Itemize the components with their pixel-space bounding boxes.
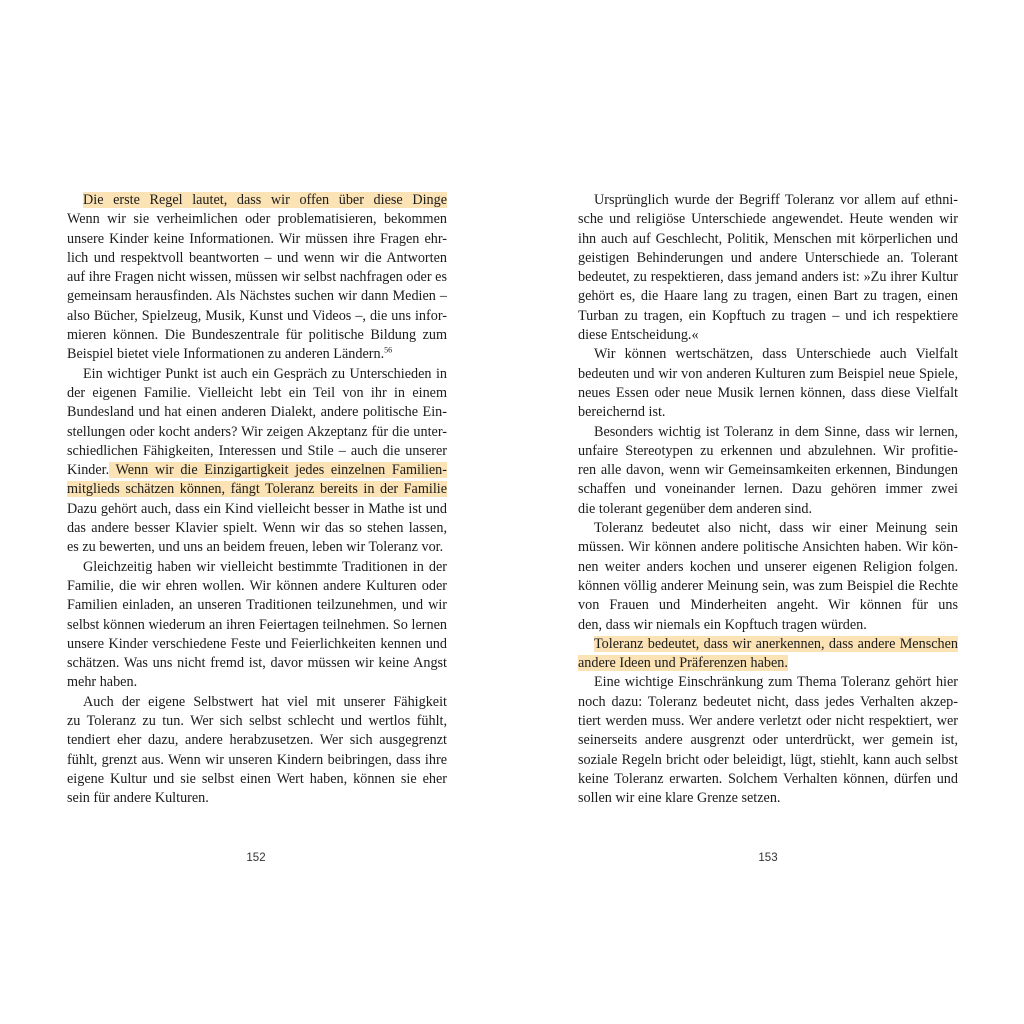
right-page-body: [578, 191, 958, 809]
text-fragment: unsere Kinder verschiedene Feste und Feierlichkeiten kennen und: [67, 635, 447, 652]
text-fragment: Ursprünglich wurde der Begriff Toleranz vor allem auf ethni-: [594, 192, 958, 208]
text-fragment: mehr haben.: [67, 674, 138, 691]
text-line: [67, 654, 447, 673]
text-fragment: Turban zu tragen, ein Kopftuch zu tragen – und ich respektiere: [578, 307, 958, 324]
text-fragment: gemeinsam herausfinden. Als Nächstes suchen wir dann Medien –: [67, 288, 447, 305]
text-fragment: Familien einladen, an unseren Traditionen teilzunehmen, und wir: [67, 597, 447, 614]
text-line: [578, 384, 958, 403]
text-line: [67, 731, 447, 750]
text-fragment: von Frauen und Minderheiten angeht. Wir können für uns: [578, 597, 958, 614]
text-line: [67, 751, 447, 770]
text-line: [578, 191, 958, 210]
text-line: [578, 461, 958, 480]
text-fragment: auf ihre Fragen nicht wissen, müssen wir selbst nachfragen oder es: [67, 269, 447, 286]
text-fragment: also Bücher, Spielzeug, Musik, Kunst und Videos –, die uns infor-: [67, 307, 447, 324]
text-fragment: Wenn wir sie verheimlichen oder problematisieren, bekommen: [67, 211, 447, 228]
footnote-marker: 56: [384, 345, 393, 355]
text-fragment: seinerseits andere ausgrenzt oder unterdrückt, wer gemein ist,: [578, 732, 958, 749]
text-line: [578, 693, 958, 712]
text-fragment: bedeuten und wir von anderen Kulturen zum Beispiel neue Spiele,: [578, 365, 958, 382]
text-line: [67, 789, 447, 808]
right-page-number: 153: [758, 852, 778, 864]
text-line: [578, 345, 958, 364]
text-fragment: stellungen oder kocht anders? Wir zeigen Akzeptanz für die unter-: [67, 423, 447, 440]
text-line: [578, 616, 958, 635]
text-fragment: schiedlichen Fähigkeiten, Interessen und Stile – auch die unserer: [67, 442, 447, 459]
text-line: [578, 654, 958, 673]
text-fragment: noch dazu: Toleranz bedeutet nicht, dass jedes Verhalten akzep-: [578, 693, 958, 710]
text-line: [578, 249, 958, 268]
text-fragment: Ein wichtiger Punkt ist auch ein Gespräch zu Unterschieden in: [83, 365, 447, 382]
text-line: [67, 461, 447, 480]
highlighted-text: Die erste Regel lautet, dass wir offen über diese Dinge: [83, 192, 447, 210]
highlighted-text: Toleranz bedeutet, dass wir anerkennen, dass andere Menschen: [594, 635, 958, 652]
text-line: [67, 770, 447, 789]
text-line: [67, 480, 447, 499]
text-line: [67, 230, 447, 249]
text-fragment: sollen wir eine klare Grenze setzen.: [578, 790, 781, 807]
text-line: [67, 210, 447, 229]
text-line: [578, 268, 958, 287]
text-line: [578, 423, 958, 442]
text-line: [578, 577, 958, 596]
text-fragment: diese Entscheidung.«: [578, 327, 699, 344]
text-line: [578, 442, 958, 461]
text-fragment: ren alle davon, wenn wir Gemeinsamkeiten erkennen, Bindungen: [578, 462, 958, 479]
highlighted-text: mitglieds schätzen können, fängt Toleranz bereits in der Familie: [67, 481, 447, 499]
text-fragment: Gleichzeitig haben wir vielleicht bestimmte Traditionen in der: [83, 558, 447, 575]
text-fragment: können völlig anderer Meinung sein, was zum Beispiel die Rechte: [578, 577, 958, 594]
text-line: [578, 519, 958, 538]
text-line: [67, 538, 447, 557]
text-line: [67, 519, 447, 538]
text-fragment: die tolerant gegenüber dem anderen sind.: [578, 500, 813, 517]
text-fragment: ihn auch auf Geschlecht, Politik, Menschen mit körperlichen und: [578, 230, 958, 247]
text-fragment: es zu bewerten, und uns an beidem freuen, leben wir Toleranz vor.: [67, 539, 444, 556]
text-fragment: Toleranz bedeutet also nicht, dass wir einer Meinung sein: [594, 520, 958, 537]
text-fragment: das andere besser Klavier spielt. Wenn wir das so stehen lassen,: [67, 520, 447, 537]
text-line: [578, 500, 958, 519]
text-line: [578, 365, 958, 384]
text-fragment: Kinder.: [67, 462, 110, 479]
text-fragment: tiert werden muss. Wer andere verletzt oder nicht respektiert, wer: [578, 713, 958, 730]
text-line: [67, 384, 447, 403]
text-fragment: keine Toleranz erwarten. Solchem Verhalten können, dürfen und: [578, 770, 958, 787]
text-fragment: den, dass wir niemals ein Kopftuch tragen würden.: [578, 616, 867, 633]
text-line: [578, 287, 958, 306]
text-line: [578, 751, 958, 770]
text-line: [578, 558, 958, 577]
text-fragment: Wir können wertschätzen, dass Unterschiede auch Vielfalt: [594, 346, 958, 363]
text-fragment: Familie, die wir ehren wollen. Wir können andere Kulturen oder: [67, 577, 447, 594]
text-fragment: Auch der eigene Selbstwert hat viel mit unserer Fähigkeit: [83, 693, 447, 710]
text-line: [67, 268, 447, 287]
text-fragment: geistigen Behinderungen und andere Unterschiede an. Tolerant: [578, 249, 958, 266]
text-fragment: mieren können. Die Bundeszentrale für politische Bildung zum: [67, 327, 447, 344]
text-fragment: unfaire Stereotypen zu erkennen und abzulehnen. Wir profitie-: [578, 442, 958, 459]
text-line: [67, 693, 447, 712]
text-line: [578, 789, 958, 808]
text-line: [67, 500, 447, 519]
text-fragment: gehört es, die Haare lang zu tragen, einen Bart zu tragen, einen: [578, 288, 958, 305]
highlighted-text: andere Ideen und Präferenzen haben.: [578, 655, 788, 672]
text-line: [578, 731, 958, 750]
text-fragment: schaffen und voneinander lernen. Dazu gehören immer zwei: [578, 481, 958, 498]
text-fragment: der eigenen Familie. Vielleicht lebt ein Teil von ihr in einem: [67, 384, 447, 401]
text-line: [67, 558, 447, 577]
text-line: [67, 423, 447, 442]
text-line: [67, 287, 447, 306]
text-line: [67, 365, 447, 384]
text-line: [67, 577, 447, 596]
text-line: [67, 191, 447, 210]
text-fragment: tendiert eher dazu, andere herabzusetzen. Wer sich ausgegrenzt: [67, 732, 447, 749]
text-line: [67, 345, 447, 364]
text-line: [67, 307, 447, 326]
text-line: [578, 538, 958, 557]
text-fragment: lich und respektvoll beantworten – und wenn wir die Antworten: [67, 249, 447, 266]
text-line: [578, 673, 958, 692]
text-line: [67, 712, 447, 731]
left-page-number: 152: [246, 852, 266, 864]
text-fragment: soziale Regeln bricht oder beleidigt, lügt, stiehlt, kann auch selbst: [578, 751, 958, 768]
text-line: [578, 712, 958, 731]
text-fragment: müssen. Wir können andere politische Ansichten haben. Wir kön-: [578, 539, 958, 556]
text-fragment: sein für andere Kulturen.: [67, 790, 209, 807]
text-fragment: Eine wichtige Einschränkung zum Thema Toleranz gehört hier: [594, 674, 958, 691]
text-fragment: eigene Kultur und sie selbst einen Wert haben, können sie eher: [67, 770, 447, 787]
text-fragment: Besonders wichtig ist Toleranz in dem Sinne, dass wir lernen,: [594, 423, 958, 440]
highlighted-text: Wenn wir die Einzigartigkeit jedes einzelnen Familien-: [109, 462, 447, 479]
text-fragment: bedeutet, zu respektieren, dass jemand anders ist: »Zu ihrer Kultur: [578, 269, 958, 286]
text-line: [67, 249, 447, 268]
text-fragment: Beispiel bietet viele Informationen zu anderen Ländern.: [67, 346, 385, 363]
text-line: [67, 673, 447, 692]
text-line: [578, 326, 958, 345]
text-line: [578, 770, 958, 789]
text-fragment: selbst können wiederum an ihren Feiertagen teilnehmen. So lernen: [67, 616, 447, 633]
left-page-body: [67, 191, 447, 809]
text-line: [578, 210, 958, 229]
text-fragment: nen weiter anders kochen und unserer eigenen Religion folgen.: [578, 558, 958, 575]
text-line: [67, 326, 447, 345]
text-fragment: zu Toleranz zu tun. Wer sich selbst schlecht und wertlos fühlt,: [67, 713, 447, 730]
text-line: [67, 635, 447, 654]
text-line: [578, 480, 958, 499]
text-fragment: bereichernd ist.: [578, 404, 666, 421]
text-line: [67, 442, 447, 461]
text-fragment: fühlt, grenzt aus. Wenn wir unseren Kindern beibringen, dass ihre: [67, 751, 447, 768]
text-fragment: Bundesland und hat einen anderen Dialekt, andere politische Ein-: [67, 404, 447, 421]
text-fragment: unsere Kinder keine Informationen. Wir müssen ihre Fragen ehr-: [67, 230, 447, 247]
text-line: [578, 307, 958, 326]
text-line: [578, 403, 958, 422]
text-line: [578, 230, 958, 249]
text-line: [578, 596, 958, 615]
text-line: [67, 616, 447, 635]
text-line: [67, 596, 447, 615]
text-line: [67, 403, 447, 422]
text-line: [578, 635, 958, 654]
text-fragment: schätzen. Was uns nicht fremd ist, davor müssen wir keine Angst: [67, 655, 447, 672]
text-fragment: neues Essen oder neue Musik lernen können, dass diese Vielfalt: [578, 384, 958, 401]
text-fragment: sche und religiöse Unterschiede angewendet. Heute wenden wir: [578, 211, 958, 228]
text-fragment: Dazu gehört auch, dass ein Kind vielleicht besser in Mathe ist und: [67, 500, 447, 517]
